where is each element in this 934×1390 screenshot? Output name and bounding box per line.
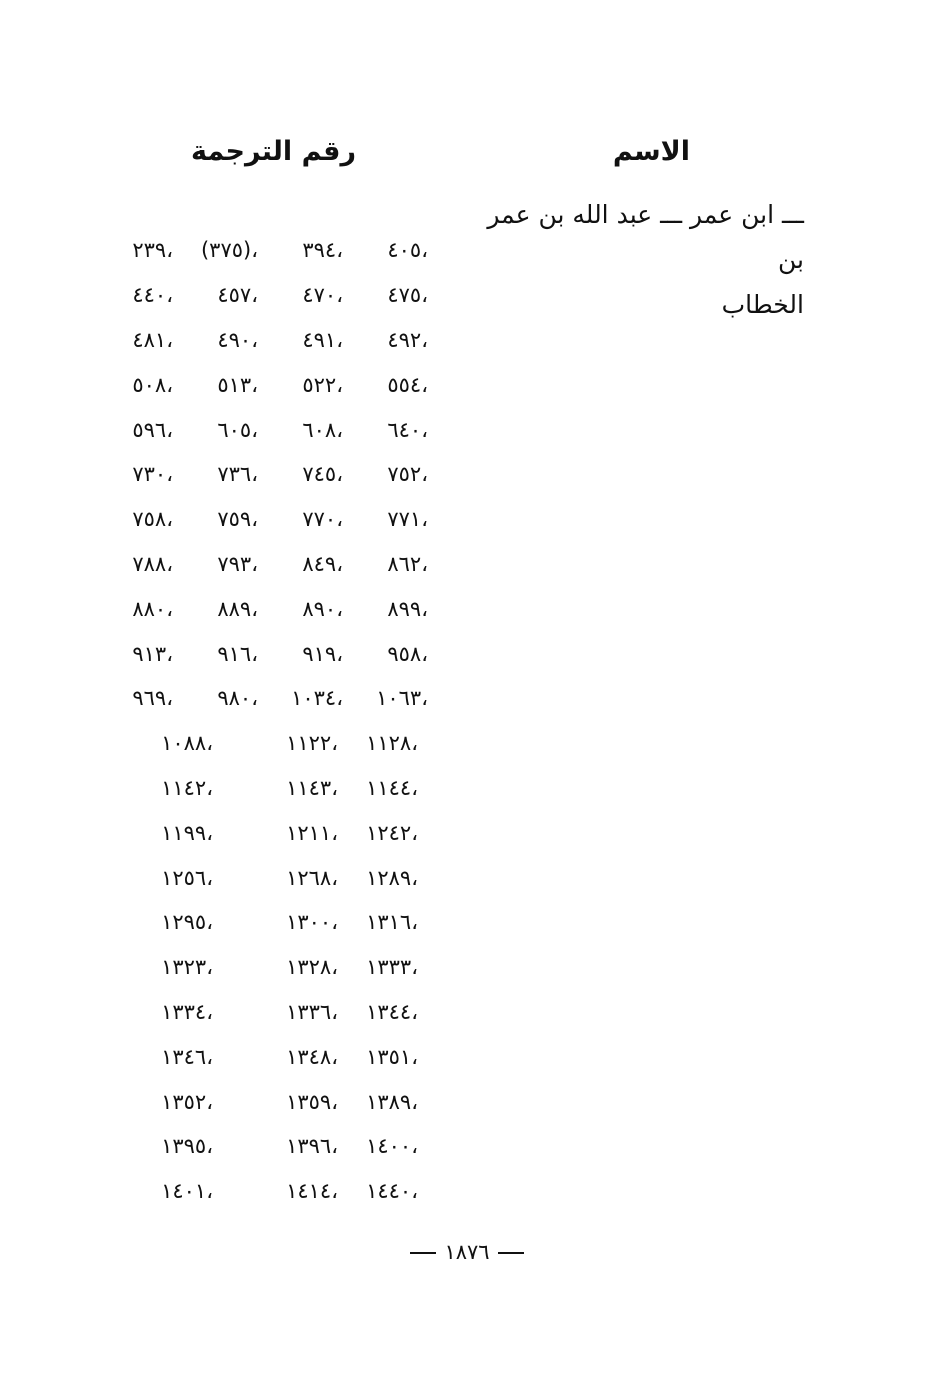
biography-number: ١١٤٢، [161,775,213,800]
biography-number: ١٠٨٨، [161,731,213,756]
biography-number: ٤٥٧، [217,283,258,308]
biography-numbers-list [88,228,428,1214]
number-row [88,766,428,811]
biography-number: ٧٣٦، [217,462,258,487]
number-row [88,1079,428,1124]
biography-number: ٨٨٠، [132,596,173,621]
biography-number: ٩١٦، [217,641,258,666]
biography-number: ٤٠٥، [387,238,428,263]
biography-number: ١٣٠٠، [286,910,338,935]
biography-number: ١٤٠١، [161,1179,213,1204]
number-row [88,1169,428,1214]
page-footer [0,1240,934,1264]
biography-number: ٤٩٠، [217,327,258,352]
biography-number: ١٤١٤، [286,1179,338,1204]
number-row [88,273,428,318]
number-row [88,452,428,497]
biography-number: (٣٧٥)، [200,238,258,263]
biography-number: ١٣٣٤، [161,999,213,1024]
column-header-name: الاسم [612,136,690,167]
biography-number: ٧٥٨، [132,507,173,532]
entry-name [459,192,804,327]
number-row [88,362,428,407]
number-row [88,990,428,1035]
number-row [88,1034,428,1079]
page-number: ١٨٧٦ [444,1240,490,1264]
biography-number: ٧٧١، [387,507,428,532]
biography-number: ٩٦٩، [132,686,173,711]
column-header-number: رقم الترجمة [191,136,356,167]
biography-number: ٨٤٩، [302,551,343,576]
biography-number: ٤٧٠، [302,283,343,308]
biography-number: ١٣٢٣، [161,955,213,980]
biography-number: ١٢٩٥، [161,910,213,935]
biography-number: ١٠٣٤، [291,686,343,711]
biography-number: ١٣٨٩، [366,1089,418,1114]
number-row [88,318,428,363]
footer-dash [410,1252,436,1254]
entry-name-line: الخطاب [721,290,804,319]
biography-number: ٥٢٢، [302,372,343,397]
biography-number: ٤٨١، [132,327,173,352]
biography-number: ١٣٤٤، [366,999,418,1024]
biography-number: ١٣٣٣، [366,955,418,980]
biography-number: ١٢١١، [286,820,338,845]
biography-number: ١١٢٨، [366,731,418,756]
biography-number: ٨٨٩، [217,596,258,621]
biography-number: ١٠٦٣، [376,686,428,711]
footer-dash [498,1252,524,1254]
biography-number: ٦٠٥، [217,417,258,442]
biography-number: ١١٤٣، [286,775,338,800]
biography-number: ١٣٤٨، [286,1044,338,1069]
number-row [88,900,428,945]
biography-number: ١٣٩٦، [286,1134,338,1159]
biography-number: ٩٨٠، [217,686,258,711]
biography-number: ٧٨٨، [132,551,173,576]
biography-number: ٧٥٢، [387,462,428,487]
biography-number: ١٣١٦، [366,910,418,935]
number-row [88,945,428,990]
biography-number: ١٤٠٠، [366,1134,418,1159]
number-row [88,542,428,587]
biography-number: ٢٣٩، [132,238,173,263]
number-row [88,810,428,855]
biography-number: ١٣٥٢، [161,1089,213,1114]
biography-number: ٤٩١، [302,327,343,352]
biography-number: ٨٩٠، [302,596,343,621]
biography-number: ٧٣٠، [132,462,173,487]
biography-number: ٩١٣، [132,641,173,666]
biography-number: ١١٩٩، [161,820,213,845]
biography-number: ٤٤٠، [132,283,173,308]
biography-number: ١٣٩٥، [161,1134,213,1159]
number-row [88,407,428,452]
number-row [88,1124,428,1169]
biography-number: ٥٩٦، [132,417,173,442]
biography-number: ١٣٤٦، [161,1044,213,1069]
number-row [88,855,428,900]
biography-number: ٧٤٥، [302,462,343,487]
biography-number: ٨٦٢، [387,551,428,576]
biography-number: ١٣٥١، [366,1044,418,1069]
biography-number: ٦٤٠، [387,417,428,442]
number-row [88,586,428,631]
number-row [88,721,428,766]
biography-number: ١٣٢٨، [286,955,338,980]
number-row [88,497,428,542]
biography-number: ١٤٤٠، [366,1179,418,1204]
biography-number: ١٢٦٨، [286,865,338,890]
biography-number: ١٢٥٦، [161,865,213,890]
biography-number: ٨٩٩، [387,596,428,621]
biography-number: ٩٥٨، [387,641,428,666]
biography-number: ٥١٣، [217,372,258,397]
biography-number: ٩١٩، [302,641,343,666]
biography-number: ٤٩٢، [387,327,428,352]
biography-number: ١٣٣٦، [286,999,338,1024]
biography-number: ٦٠٨، [302,417,343,442]
biography-number: ١٢٤٢، [366,820,418,845]
biography-number: ١٣٥٩، [286,1089,338,1114]
biography-number: ٧٧٠، [302,507,343,532]
number-row [88,228,428,273]
biography-number: ١١٤٤، [366,775,418,800]
biography-number: ١١٢٢، [286,731,338,756]
biography-number: ١٢٨٩، [366,865,418,890]
biography-number: ٧٩٣، [217,551,258,576]
entry-name-line: ـــ ابن عمر ـــ عبد الله بن عمر بن [487,200,804,274]
biography-number: ٣٩٤، [302,238,343,263]
biography-number: ٧٥٩، [217,507,258,532]
number-row [88,676,428,721]
number-row [88,631,428,676]
biography-number: ٤٧٥، [387,283,428,308]
biography-number: ٥٥٤، [387,372,428,397]
biography-number: ٥٠٨، [132,372,173,397]
